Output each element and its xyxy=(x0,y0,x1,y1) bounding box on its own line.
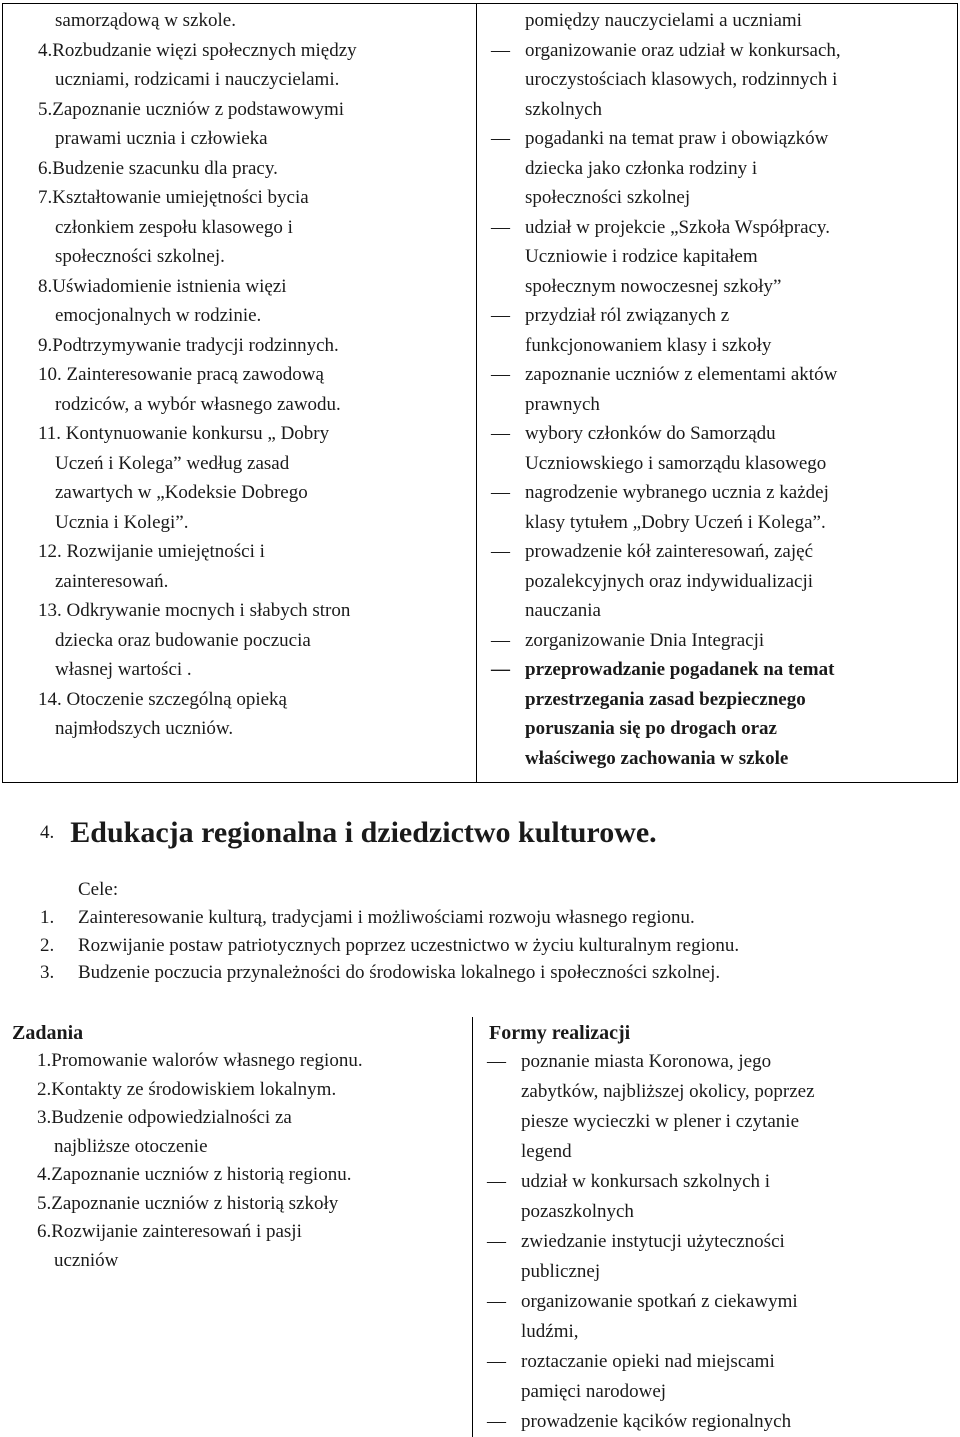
dash-icon: — xyxy=(491,659,510,680)
task-item: 11. Kontynuowanie konkursu „ Dobry xyxy=(38,423,330,444)
tasks-column xyxy=(2,1017,473,1437)
section-number: 4. xyxy=(40,822,55,843)
task-continuation: emocjonalnych w rodzinie. xyxy=(55,305,262,326)
form-continuation: Uczniowskiego i samorządu klasowego xyxy=(525,452,827,474)
task-item: 4.Zapoznanie uczniów z historią regionu. xyxy=(37,1164,352,1185)
task-item: 9.Podtrzymywanie tradycji rodzinnych. xyxy=(38,334,339,356)
form-bullet-item: — pogadanki na temat praw i obowiązków xyxy=(477,124,957,154)
task-item: 2.Kontakty ze środowiskiem lokalnym. xyxy=(37,1078,337,1100)
form-continuation: Uczniowie i rodzice kapitałem xyxy=(525,246,758,267)
form-bullet-item: — organizowanie oraz udział w konkursach, xyxy=(477,36,957,66)
dash-icon: — xyxy=(491,423,510,444)
form-bullet-item: — przeprowadzanie pogadanek na temat xyxy=(477,655,957,685)
task-item: 4.Rozbudzanie więzi społecznych między xyxy=(38,39,357,61)
form-bullet-item: — nagrodzenie wybranego ucznia z każdej xyxy=(477,478,957,508)
form-bullet-item: — zwiedzanie instytucji użyteczności xyxy=(473,1227,958,1257)
dash-icon: — xyxy=(491,216,510,238)
goals-label: Cele: xyxy=(78,879,119,900)
form-continuation: prawnych xyxy=(525,393,600,415)
forms-column xyxy=(477,4,958,783)
form-continuation: legend xyxy=(521,1141,572,1162)
task-item: 7.Kształtowanie umiejętności bycia xyxy=(38,187,309,208)
task-continuation: dziecka oraz budowanie poczucia xyxy=(55,629,311,651)
form-bullet-item: — prowadzenie kącików regionalnych xyxy=(473,1407,958,1437)
form-bullet-item: — udział w projekcie „Szkoła Współpracy. xyxy=(477,213,957,243)
forms-column xyxy=(473,1017,959,1437)
task-continuation: Uczeń i Kolega” według zasad xyxy=(55,452,290,474)
dash-icon: — xyxy=(491,482,510,503)
task-continuation: samorządową w szkole. xyxy=(55,10,236,31)
form-bullet-item: — roztaczanie opieki nad miejscami xyxy=(473,1347,958,1377)
task-item: 13. Odkrywanie mocnych i słabych stron xyxy=(38,600,351,621)
task-item: 5.Zapoznanie uczniów z podstawowymi xyxy=(38,98,345,120)
task-continuation: najmłodszych uczniów. xyxy=(55,718,234,739)
task-continuation: najbliższe otoczenie xyxy=(54,1135,208,1157)
section-heading xyxy=(40,816,657,850)
task-continuation: rodziców, a wybór własnego zawodu. xyxy=(55,393,341,415)
goal-item: 2. Rozwijanie postaw patriotycznych poprzez uczestnictwo w życiu kulturalnym regionu. xyxy=(40,934,740,956)
form-continuation: społeczności szkolnej xyxy=(525,187,691,208)
goal-item: 1. Zainteresowanie kulturą, tradycjami i możliwościami rozwoju własnego regionu. xyxy=(40,907,695,928)
dash-icon: — xyxy=(487,1051,506,1072)
form-continuation: piesze wycieczki w plener i czytanie xyxy=(521,1111,799,1132)
form-continuation: ludźmi, xyxy=(521,1321,579,1342)
bottom-table xyxy=(2,1017,958,1437)
form-bullet-item: — organizowanie spotkań z ciekawymi xyxy=(473,1287,958,1317)
form-bullet-item: — udział w konkursach szkolnych i xyxy=(473,1167,958,1197)
task-continuation: zawartych w „Kodeksie Dobrego xyxy=(55,482,308,503)
dash-icon: — xyxy=(491,305,510,326)
form-bullet-item: — przydział ról związanych z xyxy=(477,301,957,331)
form-bullet-item: — poznanie miasta Koronowa, jego xyxy=(473,1047,958,1077)
section-title: Edukacja regionalna i dziedzictwo kulturowe. xyxy=(70,816,657,849)
tasks-list xyxy=(2,1047,472,1275)
task-item: 3.Budzenie odpowiedzialności za xyxy=(37,1107,292,1128)
tasks-list xyxy=(3,4,476,782)
task-item: 14. Otoczenie szczególną opieką xyxy=(38,688,287,710)
form-continuation: poruszania się po drogach oraz xyxy=(525,718,777,739)
task-item: 5.Zapoznanie uczniów z historią szkoły xyxy=(37,1192,339,1214)
form-continuation: pamięci narodowej xyxy=(521,1381,667,1402)
form-continuation: przestrzegania zasad bezpiecznego xyxy=(525,688,806,710)
goals-list xyxy=(40,904,739,987)
form-continuation: uroczystościach klasowych, rodzinnych i xyxy=(525,69,838,90)
form-continuation: funkcjonowaniem klasy i szkoły xyxy=(525,334,772,356)
task-item: 6.Budzenie szacunku dla pracy. xyxy=(38,157,278,179)
task-continuation: własnej wartości . xyxy=(55,659,192,680)
top-table xyxy=(2,3,958,783)
form-continuation: dziecka jako członka rodziny i xyxy=(525,157,758,179)
dash-icon: — xyxy=(487,1171,506,1192)
task-item: 12. Rozwijanie umiejętności i xyxy=(38,541,265,562)
goal-item: 3. Budzenie poczucia przynależności do środowiska lokalnego i społeczności szkolnej. xyxy=(40,962,721,983)
task-item: 6.Rozwijanie zainteresowań i pasji xyxy=(37,1221,302,1242)
form-continuation: zabytków, najbliższej okolicy, poprzez xyxy=(521,1081,815,1102)
form-bullet-item: — zorganizowanie Dnia Integracji xyxy=(477,626,957,656)
tasks-column xyxy=(3,4,477,783)
form-line: pomiędzy nauczycielami a uczniami xyxy=(525,10,802,31)
task-continuation: społeczności szkolnej. xyxy=(55,246,225,267)
form-continuation: właściwego zachowania w szkole xyxy=(525,747,789,769)
task-item: 8.Uświadomienie istnienia więzi xyxy=(38,275,287,297)
forms-list xyxy=(473,1047,958,1437)
dash-icon: — xyxy=(491,364,510,385)
form-bullet-item: — wybory członków do Samorządu xyxy=(477,419,957,449)
form-continuation: pozalekcyjnych oraz indywidualizacji xyxy=(525,570,814,592)
task-item: 10. Zainteresowanie pracą zawodową xyxy=(38,364,324,385)
forms-header: Formy realizacji xyxy=(489,1022,631,1044)
dash-icon: — xyxy=(487,1291,506,1312)
forms-list xyxy=(477,4,957,781)
form-bullet-item: — prowadzenie kół zainteresowań, zajęć xyxy=(477,537,957,567)
dash-icon: — xyxy=(487,1231,506,1252)
form-continuation: szkolnych xyxy=(525,98,603,120)
form-continuation: pozaszkolnych xyxy=(521,1201,634,1222)
dash-icon: — xyxy=(491,629,510,651)
form-continuation: klasy tytułem „Dobry Uczeń i Kolega”. xyxy=(525,511,826,533)
task-continuation: Ucznia i Kolegi”. xyxy=(55,511,189,533)
task-continuation: prawami ucznia i człowieka xyxy=(55,128,268,149)
dash-icon: — xyxy=(491,39,510,61)
task-continuation: uczniów xyxy=(54,1249,119,1271)
task-continuation: członkiem zespołu klasowego i xyxy=(55,216,293,238)
dash-icon: — xyxy=(487,1351,506,1372)
form-continuation: nauczania xyxy=(525,600,601,621)
form-bullet-item: — zapoznanie uczniów z elementami aktów xyxy=(477,360,957,390)
tasks-header: Zadania xyxy=(12,1022,84,1044)
dash-icon: — xyxy=(491,541,510,562)
dash-icon: — xyxy=(487,1411,506,1432)
task-item: 1.Promowanie walorów własnego regionu. xyxy=(37,1050,363,1071)
form-continuation: publicznej xyxy=(521,1261,601,1282)
dash-icon: — xyxy=(491,128,510,149)
task-continuation: uczniami, rodzicami i nauczycielami. xyxy=(55,69,340,90)
task-continuation: zainteresowań. xyxy=(55,570,169,592)
form-continuation: społecznym nowoczesnej szkoły” xyxy=(525,275,782,297)
